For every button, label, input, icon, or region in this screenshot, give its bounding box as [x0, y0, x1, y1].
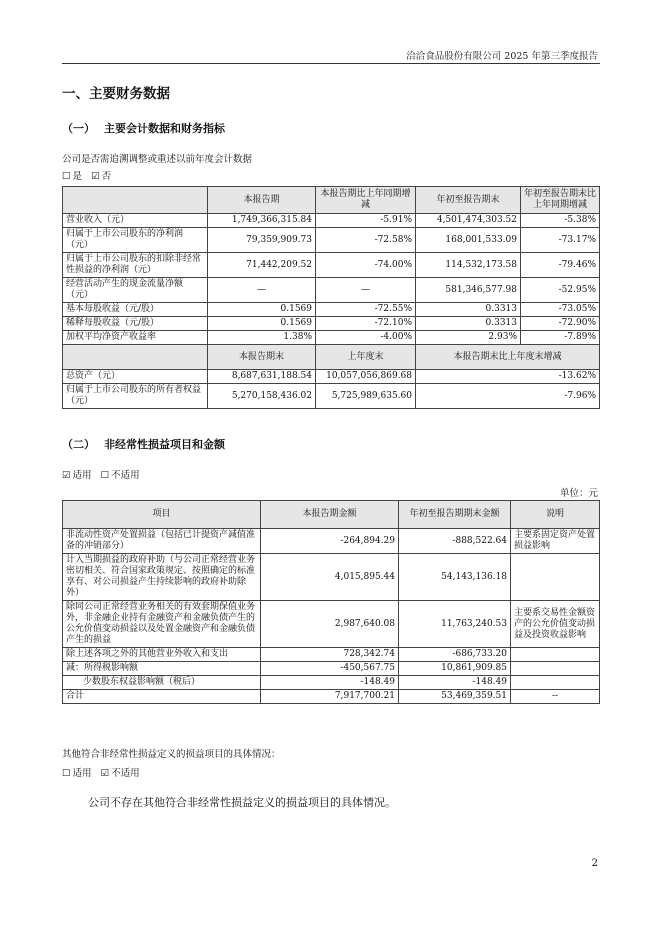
applicable-options-1 [62, 467, 140, 481]
table-row [63, 554, 600, 601]
table1-header-2: 本报告期比上年同期增减 [316, 187, 416, 214]
unit-label: 单位：元 [559, 488, 598, 499]
cell: -79.46% [521, 253, 600, 278]
financial-data-table [62, 186, 600, 409]
table1-header-1: 本报告期 [208, 187, 316, 214]
table1-header2-2: 上年度末 [316, 345, 416, 370]
cell: 79,359,909.73 [208, 228, 316, 253]
cell: 5,270,158,436.02 [208, 384, 316, 409]
table-row [63, 370, 600, 384]
checkbox-applicable-icon: ☐ [62, 768, 71, 779]
cell: 4,015,895.44 [261, 554, 399, 601]
cell-note [511, 648, 600, 662]
cell: 581,346,577.98 [416, 278, 521, 303]
table2-header-0: 项目 [63, 501, 261, 529]
cell: -72.10% [316, 317, 416, 331]
report-header: 洽洽食品股份有限公司 2025 年第三季度报告 [406, 51, 598, 62]
cell: -52.95% [521, 278, 600, 303]
cell: -7.96% [416, 384, 600, 409]
cell: 728,342.74 [261, 648, 399, 662]
non-recurring-items-table [62, 500, 600, 704]
not-applicable-label: 不适用 [111, 768, 140, 779]
cell: -73.17% [521, 228, 600, 253]
table1-header2-3: 本报告期末比上年度末增减 [416, 345, 600, 370]
cell: -74.00% [316, 253, 416, 278]
cell-note: 主要系交易性金额资产的公允价值变动损益及投资收益影响 [511, 601, 600, 648]
cell: -13.62% [416, 370, 600, 384]
row-label: 非流动性资产处置损益（包括已计提资产减值准备的冲销部分） [63, 529, 261, 554]
checkbox-yes-icon: ☐ [62, 171, 71, 182]
table-row [63, 384, 600, 409]
subsection-1-number: （一） [62, 122, 95, 135]
cell-note [511, 662, 600, 676]
table-row [63, 676, 600, 690]
row-label: 减：所得税影响额 [63, 662, 261, 676]
cell: -888,522.64 [399, 529, 511, 554]
table1-header-4: 年初至报告期末比上年同期增减 [521, 187, 600, 214]
cell: 2.93% [416, 331, 521, 345]
table-row [63, 214, 600, 228]
row-label: 归属于上市公司股东的所有者权益（元） [63, 384, 208, 409]
cell: -72.90% [521, 317, 600, 331]
row-label: 营业收入（元） [63, 214, 208, 228]
table-row [63, 278, 600, 303]
row-label: 加权平均净资产收益率 [63, 331, 208, 345]
cell-note [511, 554, 600, 601]
cell: 168,001,533.09 [416, 228, 521, 253]
restate-options [62, 168, 111, 182]
subsection-2-title: 非经常性损益项目和金额 [104, 438, 225, 451]
row-label: 归属于上市公司股东的净利润（元） [63, 228, 208, 253]
cell: -7.89% [521, 331, 600, 345]
cell: 0.3313 [416, 303, 521, 317]
cell: 0.3313 [416, 317, 521, 331]
table-row [63, 648, 600, 662]
cell: -450,567.75 [261, 662, 399, 676]
row-label: 归属于上市公司股东的扣除非经常性损益的净利润（元） [63, 253, 208, 278]
applicable-label: 适用 [72, 768, 92, 779]
cell: 7,917,700.21 [261, 690, 399, 704]
page-number: 2 [591, 858, 598, 869]
table1-header-3: 年初至报告期末 [416, 187, 521, 214]
cell-note: -- [511, 690, 600, 704]
cell: -264,894.29 [261, 529, 399, 554]
applicable-options-2 [62, 765, 140, 779]
row-label: 除同公司正常经营业务相关的有效套期保值业务外，非金融企业持有金融资产和金融负债产生的公允价值变动损益以及处置金融资产和金融负债产生的损益 [63, 601, 261, 648]
cell: -5.91% [316, 214, 416, 228]
table-row [63, 662, 600, 676]
checkbox-no-icon: ☑ [91, 171, 100, 182]
cell: 1.38% [208, 331, 316, 345]
row-label: 稀释每股收益（元/股） [63, 317, 208, 331]
cell: 10,861,909.85 [399, 662, 511, 676]
row-label: 计入当期损益的政府补助（与公司正常经营业务密切相关、符合国家政策规定、按照确定的标准享有、对公司损益产生持续影响的政府补助除外） [63, 554, 261, 601]
cell: 54,143,136.18 [399, 554, 511, 601]
table2-header-2: 年初至报告期期末金额 [399, 501, 511, 529]
cell: -73.05% [521, 303, 600, 317]
cell: -686,733.20 [399, 648, 511, 662]
cell: -72.58% [316, 228, 416, 253]
cell: 2,987,640.08 [261, 601, 399, 648]
cell: — [208, 278, 316, 303]
restate-no-label: 否 [101, 171, 112, 182]
table-row [63, 253, 600, 278]
row-label: 除上述各项之外的其他营业外收入和支出 [63, 648, 261, 662]
checkbox-not-applicable-icon: ☐ [100, 470, 110, 481]
section-title: 一、主要财务数据 [62, 86, 170, 102]
restate-yes-label: 是 [72, 171, 83, 182]
cell: -5.38% [521, 214, 600, 228]
table-row [63, 690, 600, 704]
subsection-1-title: 主要会计数据和财务指标 [104, 122, 225, 135]
table-row [63, 228, 600, 253]
row-label: 合计 [63, 690, 261, 704]
cell: 8,687,631,188.54 [208, 370, 316, 384]
cell: -148.49 [399, 676, 511, 690]
cell: 5,725,989,635.60 [316, 384, 416, 409]
cell: 11,763,240.53 [399, 601, 511, 648]
cell-note: 主要系固定资产处置损益影响 [511, 529, 600, 554]
cell: 71,442,209.52 [208, 253, 316, 278]
table-row [63, 303, 600, 317]
subsection-2-number: （二） [62, 438, 95, 451]
table1-header2-1: 本报告期末 [208, 345, 316, 370]
checkbox-not-applicable-icon: ☑ [100, 768, 110, 779]
subsection-2-heading [62, 436, 225, 452]
table1-header2-0 [63, 345, 208, 370]
cell: -72.55% [316, 303, 416, 317]
cell: 114,532,173.58 [416, 253, 521, 278]
checkbox-applicable-icon: ☑ [62, 470, 71, 481]
cell: 0.1569 [208, 317, 316, 331]
table-row [63, 317, 600, 331]
cell: — [316, 278, 416, 303]
row-label: 少数股东权益影响额（税后） [63, 676, 261, 690]
cell: 0.1569 [208, 303, 316, 317]
row-label: 经营活动产生的现金流量净额（元） [63, 278, 208, 303]
body-paragraph: 公司不存在其他符合非经常性损益定义的损益项目的具体情况。 [88, 796, 396, 809]
restate-question: 公司是否需追溯调整或重述以前年度会计数据 [62, 154, 253, 165]
cell: -4.00% [316, 331, 416, 345]
other-definition-note: 其他符合非经常性损益定义的损益项目的具体情况： [62, 749, 281, 760]
cell: 10,057,056,869.68 [316, 370, 416, 384]
cell: 1,749,366,315.84 [208, 214, 316, 228]
not-applicable-label: 不适用 [111, 470, 140, 481]
table-row [63, 529, 600, 554]
subsection-1-heading [62, 120, 225, 136]
cell: -148.49 [261, 676, 399, 690]
header-rule [62, 63, 600, 64]
cell: 4,501,474,303.52 [416, 214, 521, 228]
cell-note [511, 676, 600, 690]
row-label: 总资产（元） [63, 370, 208, 384]
table-row [63, 601, 600, 648]
table2-header-3: 说明 [511, 501, 600, 529]
cell: 53,469,359.51 [399, 690, 511, 704]
row-label: 基本每股收益（元/股） [63, 303, 208, 317]
table2-header-1: 本报告期金额 [261, 501, 399, 529]
applicable-label: 适用 [72, 470, 92, 481]
table-row [63, 331, 600, 345]
table1-header-0 [63, 187, 208, 214]
